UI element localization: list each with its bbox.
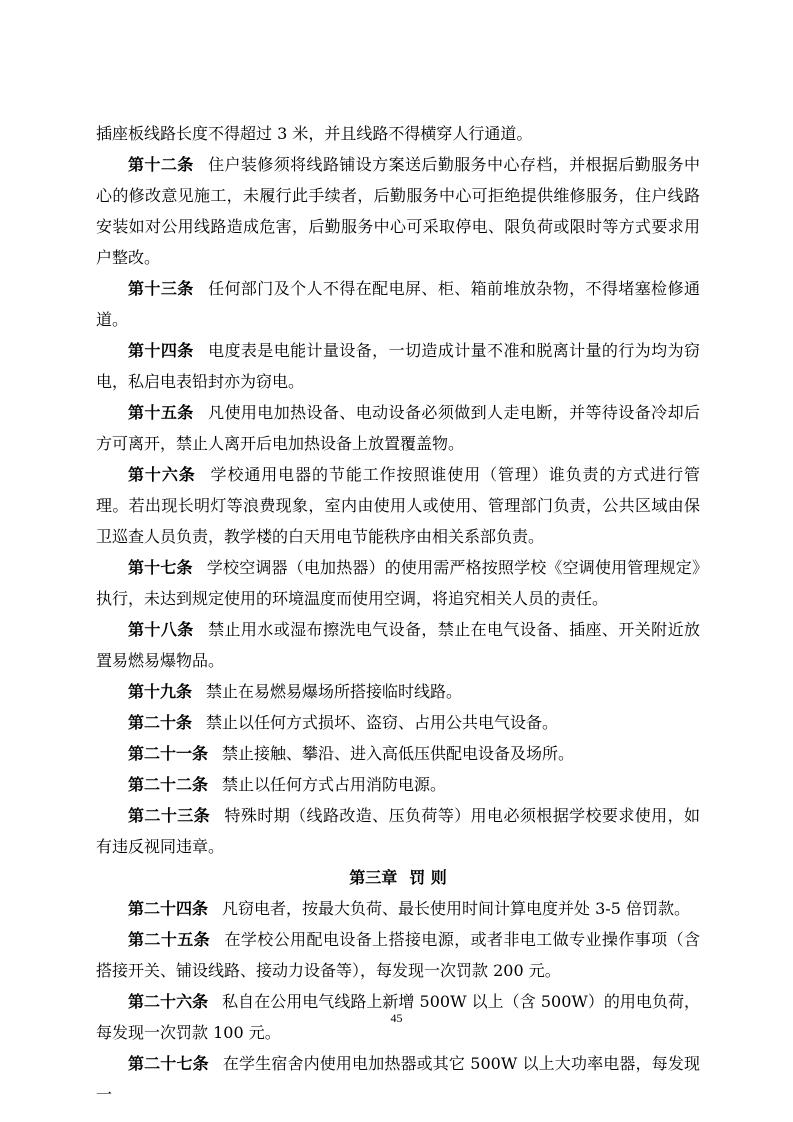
article-paragraph xyxy=(96,676,700,707)
article-paragraph xyxy=(96,459,700,552)
article-number: 第十八条 xyxy=(128,620,194,639)
article-text: 住户装修须将线路铺设方案送后勤服务中心存档，并根据后勤服务中心的修改意见施工，未履行此手续者，后勤服务中心可拒绝提供维修服务，住户线路安装如对公用线路造成危害，后勤服务中心可采取停电、限负荷或限时等方式要求用户整改。 xyxy=(96,155,700,267)
article-text: 特殊时期（线路改造、压负荷等）用电必须根据学校要求使用，如有违反视同违章。 xyxy=(96,806,700,856)
article-number: 第二十五条 xyxy=(128,930,211,949)
article-paragraph xyxy=(96,335,700,397)
article-text: 禁止接触、攀沿、进入高低压供配电设备及场所。 xyxy=(222,744,575,763)
article-text: 电度表是电能计量设备，一切造成计量不准和脱离计量的行为均为窃电，私启电表铅封亦为窃电。 xyxy=(96,341,700,391)
article-text: 私自在公用电气线路上新增 500W 以上（含 500W）的用电负荷，每发现一次罚款 100 元。 xyxy=(96,992,700,1042)
article-text: 在学生宿舍内使用电加热器或其它 500W 以上大功率电器，每发现一 xyxy=(96,1054,700,1104)
article-text: 任何部门及个人不得在配电屏、柜、箱前堆放杂物，不得堵塞检修通道。 xyxy=(96,279,700,329)
articles-chapter-three xyxy=(96,893,700,1110)
article-number: 第二十一条 xyxy=(128,744,209,763)
document-body xyxy=(96,118,700,1110)
article-text: 凡窃电者，按最大负荷、最长使用时间计算电度并处 3-5 倍罚款。 xyxy=(222,899,690,918)
page-number: 45 xyxy=(390,1011,403,1025)
chapter-name: 罚 则 xyxy=(409,868,447,887)
article-number: 第十五条 xyxy=(128,403,194,422)
article-paragraph xyxy=(96,273,700,335)
article-text: 凡使用电加热设备、电动设备必须做到人走电断，并等待设备冷却后方可离开，禁止人离开后电加热设备上放置覆盖物。 xyxy=(96,403,700,453)
chapter-heading xyxy=(96,862,700,893)
chapter-number: 第三章 xyxy=(349,868,398,887)
article-number: 第二十条 xyxy=(128,713,193,732)
article-paragraph xyxy=(96,769,700,800)
article-text: 在学校公用配电设备上搭接电源，或者非电工做专业操作事项（含搭接开关、铺设线路、接动力设备等），每发现一次罚款 200 元。 xyxy=(96,930,700,980)
article-number: 第二十四条 xyxy=(128,899,209,918)
article-number: 第十七条 xyxy=(128,558,193,577)
article-paragraph xyxy=(96,707,700,738)
article-text: 禁止以任何方式损坏、盗窃、占用公共电气设备。 xyxy=(206,713,559,732)
article-text: 禁止在易燃易爆场所搭接临时线路。 xyxy=(206,682,463,701)
article-number: 第二十七条 xyxy=(128,1054,209,1073)
article-number: 第十三条 xyxy=(128,279,194,298)
article-number: 第十九条 xyxy=(128,682,193,701)
article-number: 第十六条 xyxy=(128,465,196,484)
article-text: 禁止用水或湿布擦洗电气设备，禁止在电气设备、插座、开关附近放置易燃易爆物品。 xyxy=(96,620,700,670)
article-number: 第二十三条 xyxy=(128,806,211,825)
articles-chapter-two xyxy=(96,149,700,862)
article-paragraph xyxy=(96,552,700,614)
article-text: 禁止以任何方式占用消防电源。 xyxy=(222,775,447,794)
article-paragraph xyxy=(96,1048,700,1110)
article-paragraph xyxy=(96,614,700,676)
article-paragraph xyxy=(96,800,700,862)
article-text: 学校空调器（电加热器）的使用需严格按照学校《空调使用管理规定》执行，未达到规定使用的环境温度而使用空调，将追究相关人员的责任。 xyxy=(96,558,700,608)
article-paragraph xyxy=(96,738,700,769)
article-paragraph xyxy=(96,397,700,459)
continued-paragraph: 插座板线路长度不得超过 3 米，并且线路不得横穿人行通道。 xyxy=(96,124,533,143)
article-number: 第二十六条 xyxy=(128,992,209,1011)
article-number: 第十四条 xyxy=(128,341,194,360)
article-paragraph xyxy=(96,924,700,986)
article-paragraph xyxy=(96,893,700,924)
article-text: 学校通用电器的节能工作按照谁使用（管理）谁负责的方式进行管理。若出现长明灯等浪费现象，室内由使用人或使用、管理部门负责，公共区域由保卫巡查人员负责，教学楼的白天用电节能秩序由相关系部负责。 xyxy=(96,465,700,546)
article-number: 第十二条 xyxy=(128,155,194,174)
article-paragraph xyxy=(96,149,700,273)
article-number: 第二十二条 xyxy=(128,775,209,794)
